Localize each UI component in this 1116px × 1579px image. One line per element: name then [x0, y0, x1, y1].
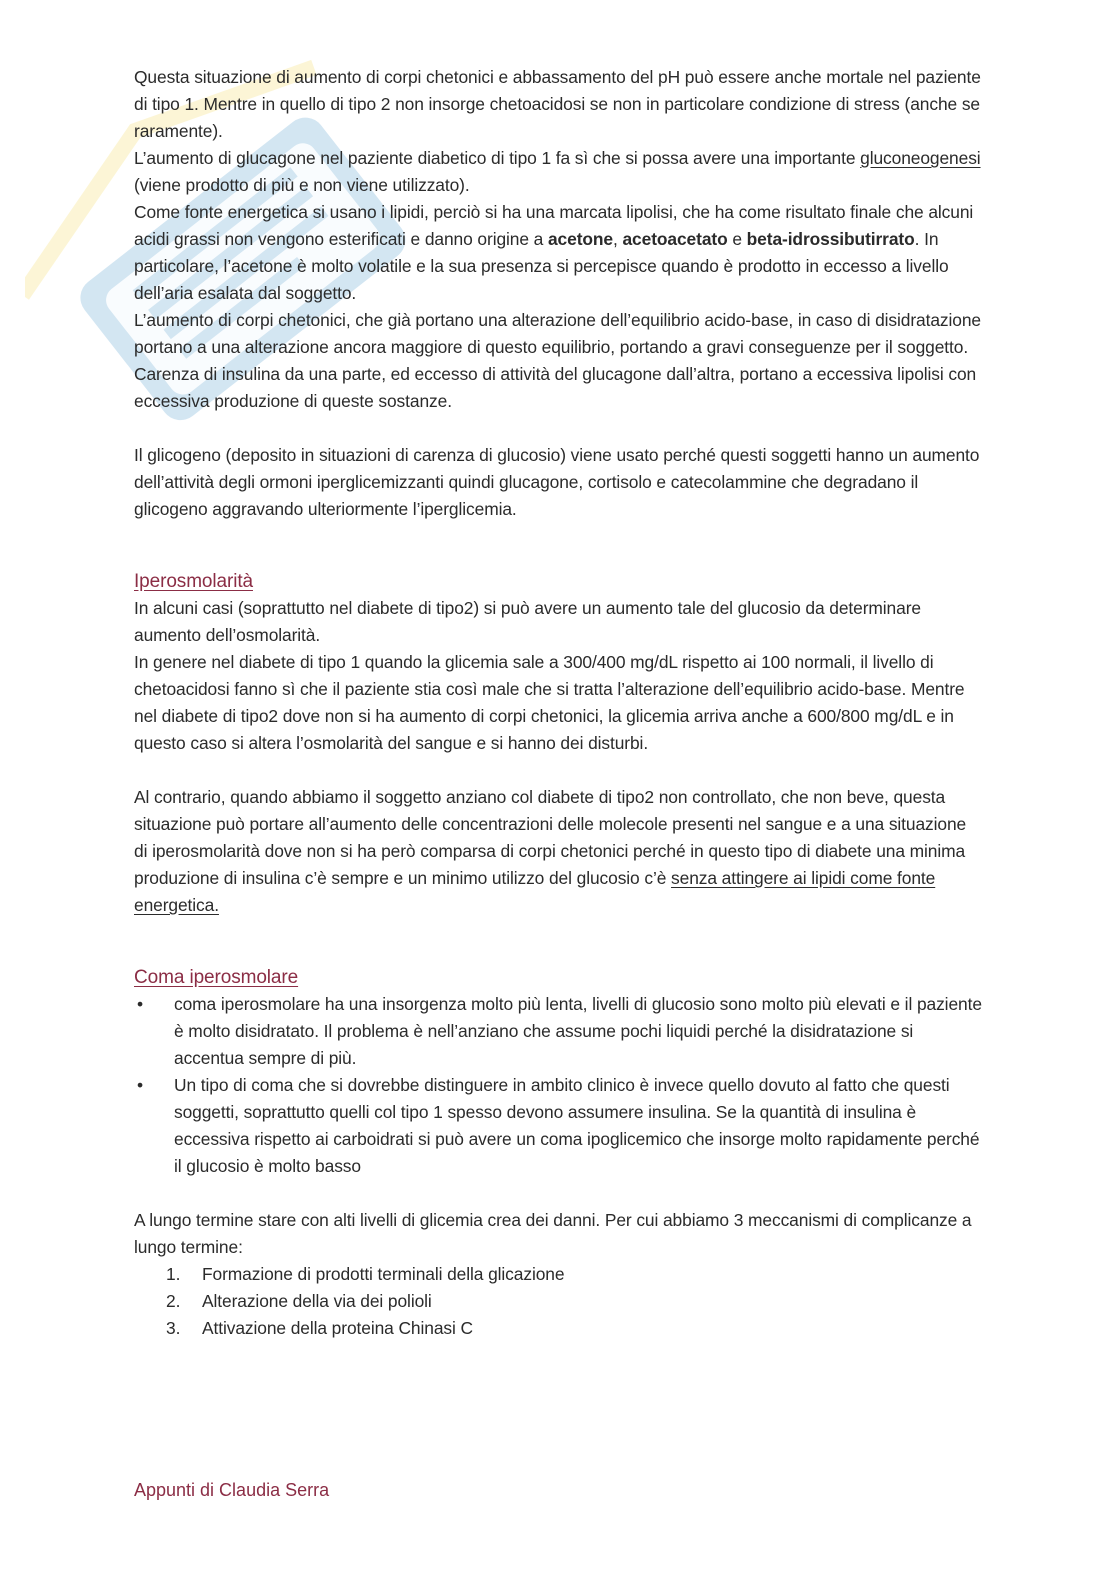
long-term-paragraph: A lungo termine stare con alti livelli di glicemia crea dei danni. Per cui abbiamo 3 meccanismi di complicanze a lungo termine: [134, 1210, 972, 1257]
term-acetoacetato: acetoacetato [622, 229, 728, 249]
intro-paragraph-5: Carenza di insulina da una parte, ed eccesso di attività del glucagone dall’altra, portano a eccessiva lipolisi con eccessiva produzione di queste sostanze. [134, 364, 977, 411]
document-body [134, 64, 984, 1342]
gluconeogenesi-term: gluconeogenesi [860, 148, 981, 168]
bullet-icon: • [137, 1075, 143, 1095]
intro-paragraph-4: L’aumento di corpi chetonici, che già portano una alterazione dell’equilibrio acido-base, in caso di disidratazione portano a una alterazione ancora maggiore di questo equilibrio, portando a gravi conseguenze per il soggetto. [134, 310, 981, 357]
list-item: • Un tipo di coma che si dovrebbe distinguere in ambito clinico è invece quello dovuto al fatto che questi soggetti, soprattutto quelli col tipo 1 spesso devono assumere insulina. Se la quantità di insulina è eccessiva rispetto ai carboidrati si può avere un coma ipoglicemico che insorge molto rapidamente perché il glucosio è molto basso [134, 1072, 984, 1180]
term-beta-idrossibutirrato: beta-idrossibutirrato [746, 229, 915, 249]
coma-bullet-list [134, 991, 984, 1180]
intro-paragraph-6: Il glicogeno (deposito in situazioni di carenza di glucosio) viene usato perché questi soggetti hanno un aumento dell’attività degli ormoni iperglicemizzanti quindi glucagone, cortisolo e catecolammine che degradano il glicogeno aggravando ulteriormente l’iperglicemia. [134, 445, 980, 519]
list-item: 3. Attivazione della proteina Chinasi C [166, 1318, 473, 1338]
list-item: • coma iperosmolare ha una insorgenza molto più lenta, livelli di glucosio sono molto più elevati e il paziente è molto disidratato. Il problema è nell’anziano che assume pochi liquidi perché la disidratazione si accentua sempre di più. [134, 991, 984, 1072]
complications-list [134, 1261, 984, 1342]
iperosmolarita-paragraph-1: In alcuni casi (soprattutto nel diabete di tipo2) si può avere un aumento tale del glucosio da determinare aumento dell’osmolarità. [134, 598, 921, 645]
footer-author: Appunti di Claudia Serra [134, 1480, 330, 1500]
intro-paragraph-2: L’aumento di glucagone nel paziente diabetico di tipo 1 fa sì che si possa avere una importante gluconeogenesi (viene prodotto di più e non viene utilizzato). [134, 148, 981, 195]
list-item: 1. Formazione di prodotti terminali della glicazione [166, 1264, 565, 1284]
heading-iperosmolarita: Iperosmolarità [134, 571, 253, 592]
intro-paragraph-1: Questa situazione di aumento di corpi chetonici e abbassamento del pH può essere anche mortale nel paziente di tipo 1. Mentre in quello di tipo 2 non insorge chetoacidosi se non in particolare condizione di stress (anche se raramente). [134, 67, 981, 141]
iperosmolarita-paragraph-3: Al contrario, quando abbiamo il soggetto anziano col diabete di tipo2 non controllato, che non beve, questa situazione può portare all’aumento delle concentrazioni delle molecole presenti nel sangue e a una situazione di iperosmolarità dove non si ha però comparsa di corpi chetonici perché in questo tipo di diabete una minima produzione di insulina c’è sempre e un minimo utilizzo del glucosio c’è senza attingere ai lipidi come fonte energetica. [134, 787, 967, 915]
iperosmolarita-paragraph-2: In genere nel diabete di tipo 1 quando la glicemia sale a 300/400 mg/dL rispetto ai 100 normali, il livello di chetoacidosi fanno sì che il paziente stia così male che si tratta l’alterazione dell’equilibrio acido-base. Mentre nel diabete di tipo2 dove non si ha aumento di corpi chetonici, la glicemia arriva anche a 600/800 mg/dL e in questo caso si altera l’osmolarità del sangue e si hanno dei disturbi. [134, 652, 965, 753]
list-item: 2. Alterazione della via dei polioli [166, 1291, 432, 1311]
heading-coma-iperosmolare: Coma iperosmolare [134, 967, 299, 988]
underlined-phrase: senza attingere ai lipidi come fonte energetica. [134, 868, 936, 915]
bullet-icon: • [137, 994, 143, 1014]
term-acetone: acetone [547, 229, 614, 249]
intro-paragraph-3: Come fonte energetica si usano i lipidi, perciò si ha una marcata lipolisi, che ha come risultato finale che alcuni acidi grassi non vengono esterificati e danno origine a acetone, acetoacetato e beta-idrossibutirrato. In particolare, l’acetone è molto volatile e la sua presenza si percepisce quando è prodotto in eccesso a livello dell’aria esalata dal soggetto. [134, 202, 974, 303]
